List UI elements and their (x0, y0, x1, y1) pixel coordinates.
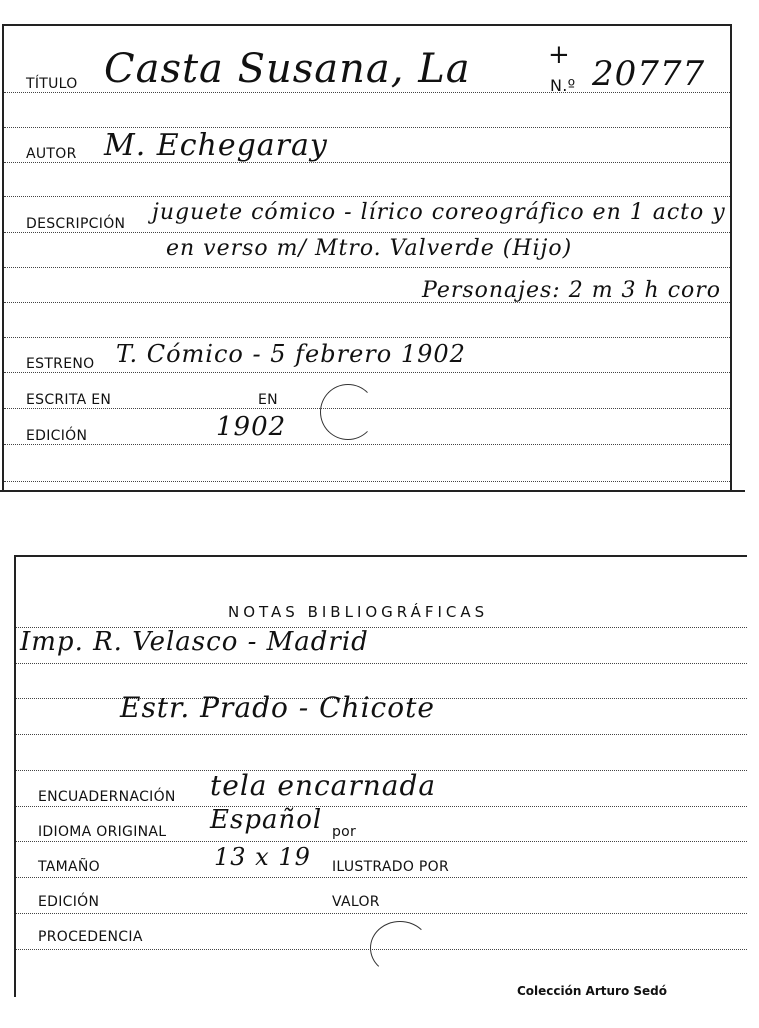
edicion-value: 1902 (216, 412, 287, 442)
tamano-value: 13 x 19 (214, 843, 311, 871)
rule (16, 806, 747, 807)
idioma-value: Español (210, 805, 323, 835)
descripcion-line3: Personajes: 2 m 3 h coro (422, 278, 722, 303)
numero-label: N.º (550, 76, 576, 95)
titulo-label: TÍTULO (26, 76, 78, 92)
descripcion-label: DESCRIPCIÓN (26, 216, 126, 232)
rule (4, 372, 730, 373)
notas-heading: NOTAS BIBLIOGRÁFICAS (228, 603, 489, 621)
rule (16, 663, 747, 664)
edicion-label-bottom: EDICIÓN (38, 894, 100, 910)
en-label: EN (258, 392, 278, 408)
rule (4, 267, 730, 268)
autor-value: M. Echegaray (104, 128, 328, 163)
edicion-label: EDICIÓN (26, 428, 88, 444)
rule (16, 734, 747, 735)
autor-label: AUTOR (26, 146, 77, 162)
cross-mark: + (548, 40, 571, 70)
stamp-mark (370, 921, 430, 975)
rule (16, 913, 747, 914)
encuadernacion-label: ENCUADERNACIÓN (38, 789, 176, 805)
numero-value: 20777 (592, 54, 706, 94)
tamano-label: TAMAÑO (38, 859, 100, 875)
rule (4, 196, 730, 197)
rule (4, 444, 730, 445)
estreno-label: ESTRENO (26, 356, 95, 372)
idioma-label: IDIOMA ORIGINAL (38, 824, 167, 840)
notas-line2: Estr. Prado - Chicote (120, 691, 435, 724)
card-top-bottom-edge (0, 490, 745, 492)
rule (4, 232, 730, 233)
estreno-value: T. Cómico - 5 febrero 1902 (116, 340, 466, 368)
titulo-value: Casta Susana, La (104, 46, 471, 92)
notas-line1: Imp. R. Velasco - Madrid (20, 627, 369, 657)
valor-label: VALOR (332, 894, 380, 910)
rule (4, 337, 730, 338)
rule (4, 481, 730, 482)
descripcion-line2: en verso m/ Mtro. Valverde (Hijo) (166, 236, 573, 261)
collection-credit: Colección Arturo Sedó (516, 984, 667, 998)
por-label: por (332, 824, 357, 840)
rule (16, 841, 747, 842)
encuadernacion-value: tela encarnada (210, 769, 437, 802)
ilustrado-label: ILUSTRADO POR (332, 859, 449, 875)
catalog-card-top (2, 24, 732, 492)
rule (16, 877, 747, 878)
procedencia-label: PROCEDENCIA (38, 929, 143, 945)
descripcion-line1: juguete cómico - lírico coreográfico en 1 acto y (152, 200, 726, 225)
catalog-card-bottom (14, 555, 747, 997)
escrita-en-label: ESCRITA EN (26, 392, 112, 408)
stamp-mark (320, 384, 376, 440)
